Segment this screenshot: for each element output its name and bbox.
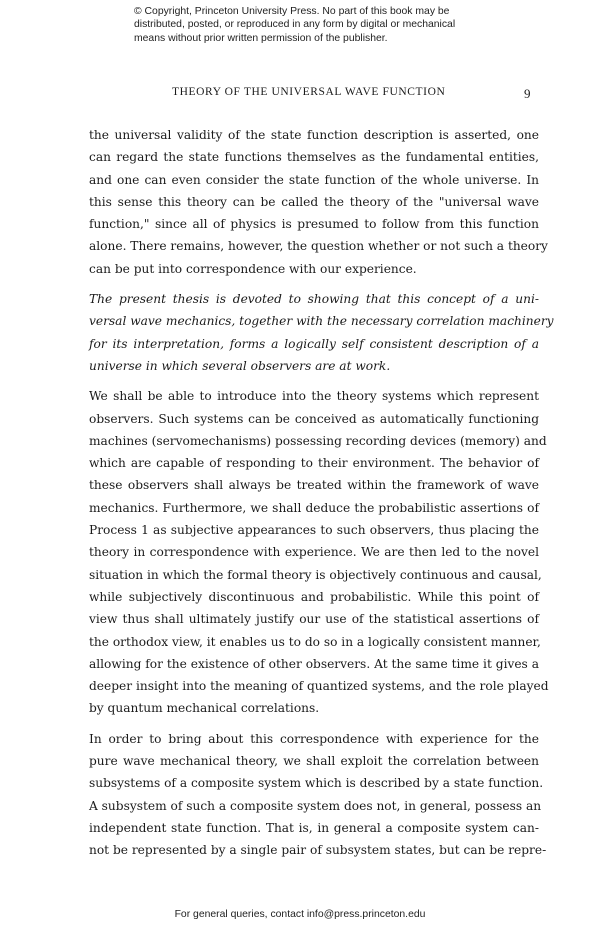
copyright-line: means without prior written permission of the publisher.	[134, 32, 388, 44]
text-line: function," since all of physics is presumed to follow from this function	[89, 217, 539, 232]
copyright-line: distributed, posted, or reproduced in any form by digital or mechanical	[134, 19, 456, 31]
text-line: the orthodox view, it enables us to do so in a logically consistent manner,	[89, 634, 541, 649]
body-text	[89, 124, 554, 862]
text-line: theory in correspondence with experience. We are then led to the novel	[89, 545, 539, 560]
text-line: universe in which several observers are at work.	[89, 358, 391, 373]
text-line: versal wave mechanics, together with the necessary correlation machinery	[89, 314, 554, 329]
text-line: situation in which the formal theory is objectively continuous and causal,	[89, 567, 542, 582]
text-line: view thus shall ultimately justify our use of the statistical assertions of	[89, 612, 539, 627]
paragraph	[89, 728, 547, 862]
paragraph-gap	[89, 377, 539, 385]
paragraph	[89, 385, 549, 719]
text-line: allowing for the existence of other observers. At the same time it gives a	[89, 656, 539, 671]
text-line: this sense this theory can be called the theory of the "universal wave	[89, 194, 539, 209]
text-line: while subjectively discontinuous and probabilistic. While this point of	[89, 589, 539, 604]
text-line: these observers shall always be treated within the framework of wave	[89, 478, 539, 493]
text-line: observers. Such systems can be conceived as automatically functioning	[89, 411, 539, 426]
text-line: can be put into correspondence with our experience.	[89, 261, 417, 276]
text-line: In order to bring about this correspondence with experience for the	[89, 731, 539, 746]
text-line: pure wave mechanical theory, we shall exploit the correlation between	[89, 754, 539, 769]
text-line: which are capable of responding to their environment. The behavior of	[89, 456, 539, 471]
text-line: The present thesis is devoted to showing that this concept of a uni-	[89, 292, 539, 307]
text-line: subsystems of a composite system which is described by a state function.	[89, 776, 544, 791]
paragraph	[89, 288, 554, 377]
text-line: for its interpretation, forms a logically self consistent description of a	[89, 336, 539, 351]
running-head: THEORY OF THE UNIVERSAL WAVE FUNCTION	[172, 86, 446, 98]
copyright-notice	[134, 5, 474, 45]
copyright-line: © Copyright, Princeton University Press. No part of this book may be	[134, 6, 450, 17]
text-line: machines (servomechanisms) possessing recording devices (memory) and	[89, 433, 547, 448]
footer-contact: For general queries, contact info@press.princeton.edu	[174, 909, 426, 920]
text-line: by quantum mechanical correlations.	[89, 701, 320, 716]
text-line: alone. There remains, however, the question whether or not such a theory	[89, 239, 548, 254]
paragraph-gap	[89, 720, 539, 728]
page-number: 9	[524, 86, 531, 101]
text-line: deeper insight into the meaning of quantized systems, and the role played	[89, 679, 549, 694]
text-line: can regard the state functions themselves as the fundamental entities,	[89, 150, 539, 165]
paragraph-gap	[89, 280, 539, 288]
text-line: A subsystem of such a composite system does not, in general, possess an	[89, 798, 542, 813]
text-line: Process 1 as subjective appearances to such observers, thus placing the	[89, 523, 539, 538]
text-line: We shall be able to introduce into the theory systems which represent	[89, 389, 539, 404]
text-line: and one can even consider the state function of the whole universe. In	[89, 172, 539, 187]
text-line: mechanics. Furthermore, we shall deduce the probabilistic assertions of	[89, 500, 539, 515]
text-line: the universal validity of the state function description is asserted, one	[89, 128, 539, 142]
text-line: independent state function. That is, in general a composite system can-	[89, 820, 539, 835]
text-line: not be represented by a single pair of subsystem states, but can be repre-	[89, 843, 547, 858]
paragraph	[89, 124, 548, 280]
